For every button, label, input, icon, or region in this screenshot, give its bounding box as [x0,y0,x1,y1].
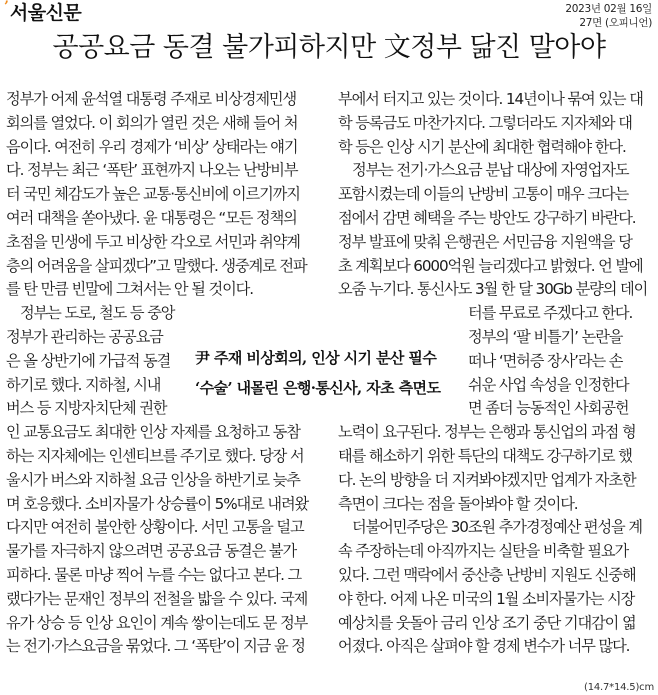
text-line: 면 좀더 능동적인 사회공헌 [468,399,629,418]
text-line: 있다. 그런 맥락에서 중산층 난방비 지원도 신중해 [338,565,636,584]
text-line: 정부가 관리하는 공공요금 [6,327,163,346]
text-line: 초 계획보다 6000억원 늘리겠다고 밝혔다. 언 발에 [338,256,643,275]
text-line: 야 한다. 어제 나온 미국의 1월 소비자물가는 시장 [338,589,635,608]
pull-quote [195,343,475,403]
page-section: 27면 (오피니언) [579,17,652,29]
text-line: 학 등록금도 마찬가지다. 그렇더라도 지자체와 대 [338,113,632,132]
text-line: 울시가 버스와 지하철 요금 인상을 하반기로 늦추 [6,470,300,489]
text-line: 여러 대책을 쏟아냈다. 윤 대통령은 “모든 정책의 [6,208,297,227]
text-line: 정부가 어제 윤석열 대통령 주재로 비상경제민생 [6,90,297,108]
text-line: 측면이 크다는 점을 돌아봐야 할 것이다. [338,494,578,513]
text-line: 예상치를 웃돌아 금리 인상 조기 중단 기대감이 엷 [338,613,636,632]
text-line: 유가 상승 등 인상 요인이 계속 쌓이는데도 문 정부 [6,613,308,632]
text-line: 정부의 ‘팔 비틀기’ 논란을 [468,327,623,346]
headline: 공공요금 동결 불가피하지만 文정부 닮진 말아야 [52,32,606,63]
text-line: 오줌 누기다. 통신사도 3월 한 달 30Gb 분량의 데이 [338,280,648,299]
article-size-note: (14.7*14.5)cm [584,682,654,693]
dateline [565,2,652,30]
text-line: 쉬운 사업 속성을 인정한다 [468,375,629,394]
text-line: 버스 등 지방자치단체 권한 [6,399,167,418]
text-line: 부에서 터지고 있는 것이다. 14년이나 묶여 있는 대 [338,90,643,108]
text-line: 를 탄 만큼 빈말에 그쳐서는 안 될 것이다. [6,280,253,299]
pull-quote-line-1: 尹 주재 비상회의, 인상 시기 분산 필수 [195,349,437,367]
text-line: 며 호응했다. 소비자물가 상승률이 5%대로 내려왔 [6,494,309,513]
text-line: 터 국민 체감도가 높은 교통·통신비에 이르기까지 [6,185,300,204]
newspaper-logo: 서울신문 [9,2,82,24]
text-line: 하는 지자체에는 인센티브를 주기로 했다. 당장 서 [6,446,304,465]
publication-date: 2023년 02월 16일 [565,3,652,15]
pull-quote-line-2: ‘수술’ 내몰린 은행·통신사, 자초 측면도 [195,379,441,397]
text-line: 포함시켰는데 이들의 난방비 고통이 매우 크다는 [338,185,629,204]
text-line: 다. 정부는 최근 ‘폭탄’ 표현까지 나오는 난방비부 [6,161,298,180]
text-line: 정부는 전기·가스요금 분납 대상에 자영업자도 [352,161,629,180]
text-line: 회의를 열었다. 이 회의가 열린 것은 새해 들어 처 [6,113,298,132]
text-line: 하기로 했다. 지하철, 시내 [6,375,161,394]
text-line: 층의 어려움을 살피겠다”고 말했다. 생중계로 전파 [6,256,307,275]
text-line: 정부 발표에 맞춰 은행권은 서민금융 지원액을 당 [338,232,632,251]
text-line: 다. 논의 방향을 더 지켜봐야겠지만 업계가 자초한 [338,470,636,489]
text-line: 태를 해소하기 위한 특단의 대책도 강구하기로 했 [338,446,632,465]
text-line: 더불어민주당은 30조원 추가경정예산 편성을 계 [352,518,642,537]
text-line: 노력이 요구된다. 정부는 은행과 통신업의 과점 형 [338,423,636,442]
text-line: 터를 무료로 주겠다고 한다. [468,304,633,323]
text-line: 음이다. 여전히 우리 경제가 ‘비상’ 상태라는 얘기 [6,137,298,156]
text-line: 는 전기·가스요금을 묶었다. 그 ‘폭탄’이 지금 윤 정 [6,637,305,656]
text-line: 은 올 상반기에 가급적 동결 [6,351,171,370]
text-line: 물가를 자극하지 않으려면 공공요금 동결은 불가 [6,542,297,561]
text-line: 속 주장하는데 아직까지는 실탄을 비축할 필요가 [338,542,629,561]
text-line: 점에서 감면 혜택을 주는 방안도 강구하기 바란다. [338,208,636,227]
masthead [4,2,81,24]
text-line: 피하다. 물론 마냥 찍어 누를 수는 없다고 본다. 그 [6,565,302,584]
text-line: 초점을 민생에 두고 비상한 각오로 서민과 취약계 [6,232,300,251]
text-line: 다지만 여전히 불안한 상황이다. 서민 고통을 덜고 [6,518,304,537]
text-line: 인 교통요금도 최대한 인상 자제를 요청하고 동참 [6,423,300,442]
text-line: 정부는 도로, 철도 등 중앙 [20,304,175,323]
text-line: 랬다가는 문재인 정부의 전철을 밟을 수 있다. 국제 [6,589,308,608]
logo-mark-icon: ’ [4,0,9,15]
text-line: 학 등은 인상 시기 분산에 최대한 협력해야 한다. [338,137,626,156]
text-line: 어졌다. 아직은 살펴야 할 경제 변수가 너무 많다. [338,637,630,656]
text-line: 떠나 ‘면허증 장사’라는 손 [468,351,623,370]
